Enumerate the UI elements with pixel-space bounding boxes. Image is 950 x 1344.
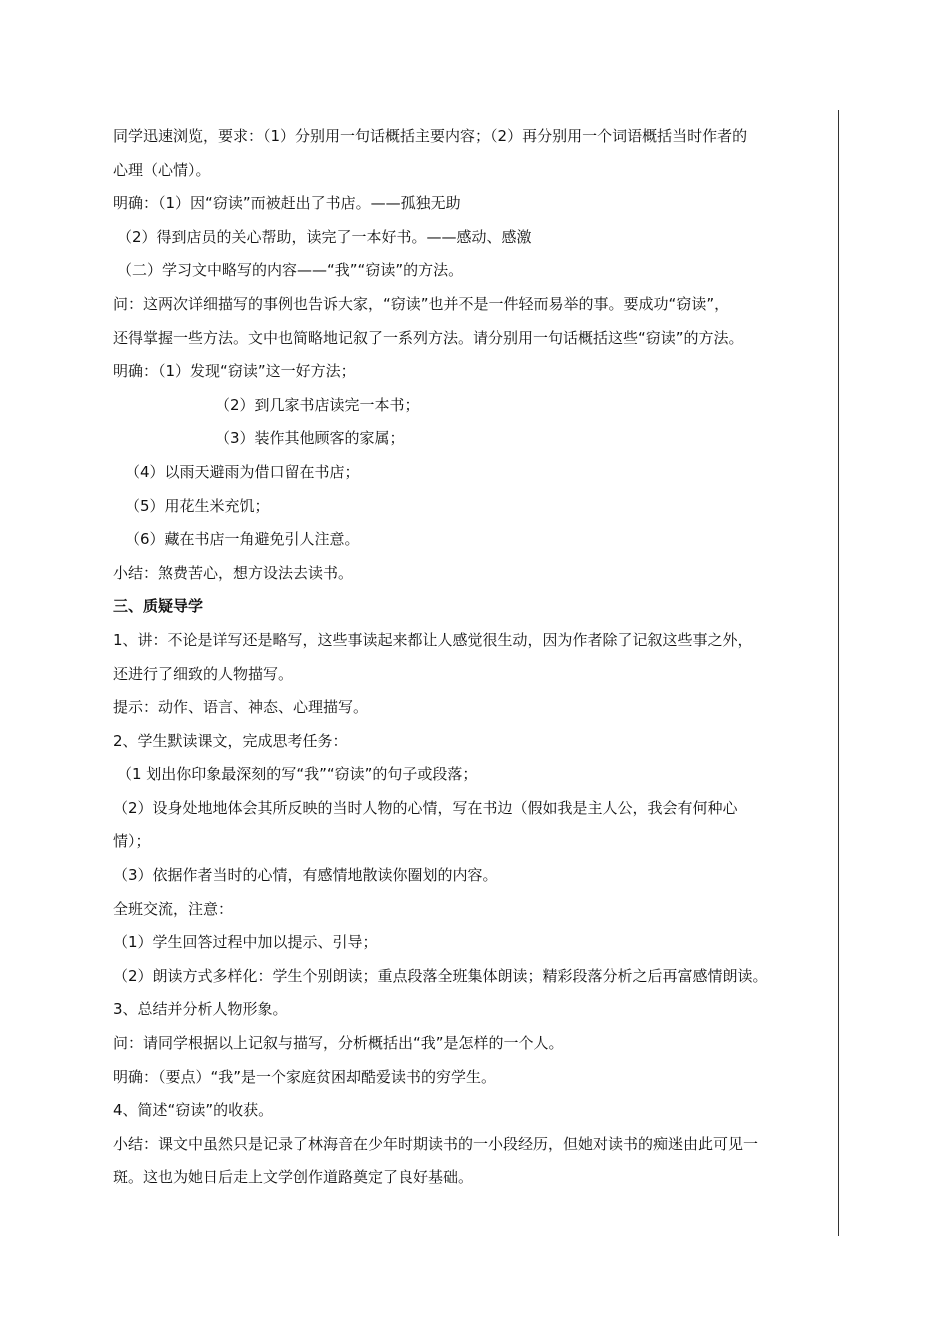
text-line: （5）用花生米充饥；	[125, 496, 270, 515]
text-line: 全班交流，注意：	[113, 899, 234, 918]
text-line: （1 划出你印象最深刻的写“我”“窃读”的句子或段落；	[117, 765, 478, 784]
text-line: 心理（心情）。	[113, 160, 211, 179]
text-line: 提示：动作、语言、神态、心理描写。	[113, 698, 369, 717]
text-line: 还得掌握一些方法。文中也简略地记叙了一系列方法。请分别用一句话概括这些“窃读”的方法。	[113, 328, 744, 347]
text-line: （2）到几家书店读完一本书；	[215, 395, 420, 414]
text-line: （4）以雨天避雨为借口留在书店；	[125, 462, 360, 481]
text-line: （2）设身处地地体会其所反映的当时人物的心情，写在书边（假如我是主人公，我会有何种心	[113, 798, 738, 817]
text-line: 明确：（要点）“我”是一个家庭贫困却酷爱读书的穷学生。	[113, 1067, 497, 1086]
text-line: 2、学生默读课文，完成思考任务：	[113, 731, 348, 750]
text-line: （1）学生回答过程中加以提示、引导；	[113, 933, 378, 952]
text-line: 同学迅速浏览，要求：（1）分别用一句话概括主要内容；（2）再分别用一个词语概括当时作者的	[113, 127, 748, 145]
text-line: （6）藏在书店一角避免引人注意。	[125, 530, 360, 549]
text-line: （3）装作其他顾客的家属；	[215, 429, 405, 448]
text-line: 情）；	[113, 832, 151, 851]
text-line: 斑。这也为她日后走上文学创作道路奠定了良好基础。	[113, 1168, 474, 1187]
text-line: 问：请同学根据以上记叙与描写，分析概括出“我”是怎样的一个人。	[113, 1034, 564, 1053]
section-heading: 三、质疑导学	[113, 597, 204, 616]
text-line: （2）朗读方式多样化：学生个别朗读；重点段落全班集体朗读；精彩段落分析之后再富感情朗读。	[113, 966, 768, 985]
text-line: （3）依据作者当时的心情，有感情地散读你圈划的内容。	[113, 866, 498, 885]
text-line: 4、简述“窃读”的收获。	[113, 1101, 274, 1120]
text-line: 1、讲：不论是详写还是略写，这些事读起来都让人感觉很生动，因为作者除了记叙这些事之外，	[113, 630, 753, 649]
text-line: 问：这两次详细描写的事例也告诉大家，“窃读”也并不是一件轻而易举的事。要成功“窃读”，	[113, 294, 730, 313]
text-line: 小结：课文中虽然只是记录了林海音在少年时期读书的一小段经历，但她对读书的痴迷由此可见一	[113, 1134, 759, 1153]
text-line: 明确：（1）发现“窃读”这一好方法；	[113, 362, 356, 381]
text-line: （2）得到店员的关心帮助，读完了一本好书。——感动、感激	[117, 227, 532, 246]
table-right-border	[838, 110, 839, 1236]
text-line: （二）学习文中略写的内容——“我”“窃读”的方法。	[117, 261, 464, 280]
text-line: 3、总结并分析人物形象。	[113, 1000, 288, 1019]
text-line: 还进行了细致的人物描写。	[113, 664, 294, 683]
text-line: 明确：（1）因“窃读”而被赶出了书店。——孤独无助	[113, 194, 461, 213]
document-body	[113, 120, 837, 1195]
text-line: 小结：煞费苦心，想方设法去读书。	[113, 563, 354, 582]
